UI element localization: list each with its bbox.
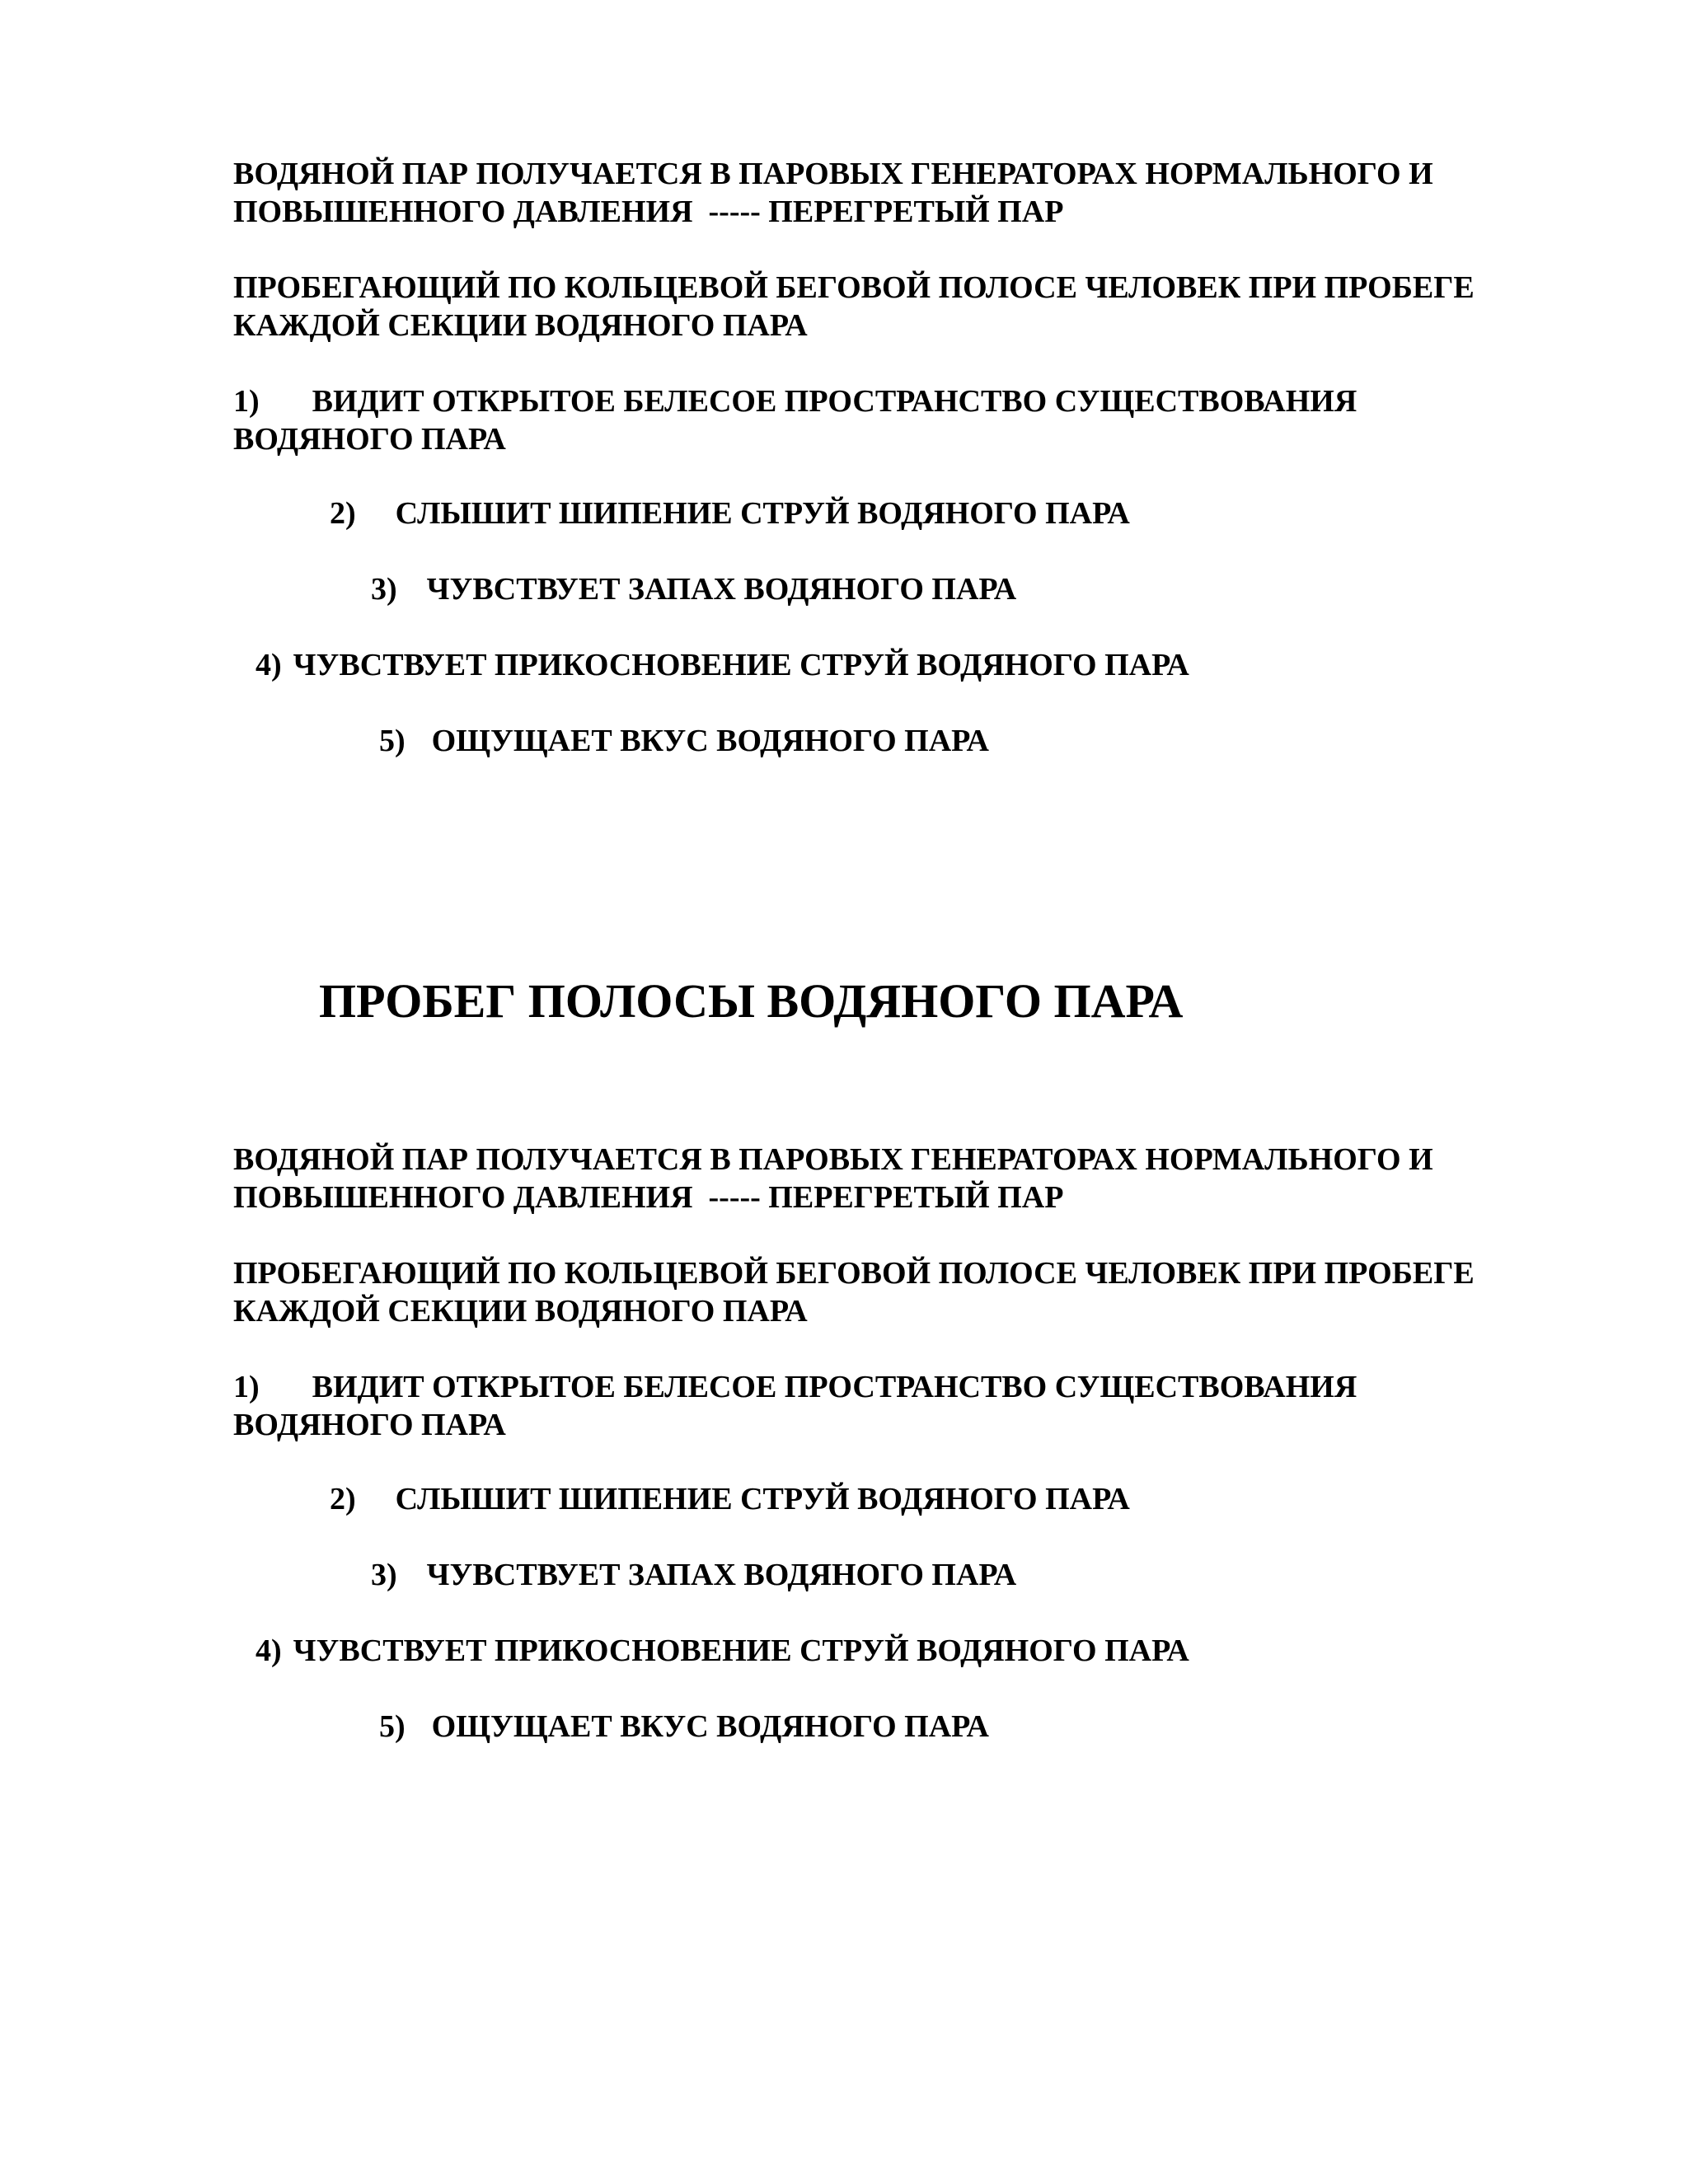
item-number: 3) [371,1558,397,1592]
text-line: ПРОБЕГАЮЩИЙ ПО КОЛЬЦЕВОЙ БЕГОВОЙ ПОЛОСЕ ЧЕЛОВЕК ПРИ ПРОБЕГЕ [233,270,1475,305]
text-line: ВОДЯНОЙ ПАР ПОЛУЧАЕТСЯ В ПАРОВЫХ ГЕНЕРАТОРАХ НОРМАЛЬНОГО И [233,1142,1433,1177]
list-item-2 [330,1480,1130,1518]
text-line: ВОДЯНОЙ ПАР ПОЛУЧАЕТСЯ В ПАРОВЫХ ГЕНЕРАТОРАХ НОРМАЛЬНОГО И [233,157,1433,191]
list-item-3 [371,1556,1016,1594]
item-text-continued: ВОДЯНОГО ПАРА [233,1408,506,1442]
list-item-2 [330,494,1130,532]
list-item-4 [256,1632,1189,1670]
item-text: ВИДИТ ОТКРЫТОЕ БЕЛЕСОЕ ПРОСТРАНСТВО СУЩЕСТВОВАНИЯ [312,1370,1357,1404]
item-text: ЧУВСТВУЕТ ПРИКОСНОВЕНИЕ СТРУЙ ВОДЯНОГО ПАРА [293,648,1189,682]
intro-paragraph [233,155,1433,231]
section-heading: ПРОБЕГ ПОЛОСЫ ВОДЯНОГО ПАРА [319,974,1184,1028]
item-text: СЛЫШИТ ШИПЕНИЕ СТРУЙ ВОДЯНОГО ПАРА [395,496,1130,531]
item-number: 5) [379,1709,406,1744]
item-text: ЧУВСТВУЕТ ЗАПАХ ВОДЯНОГО ПАРА [426,572,1017,607]
item-text: ОЩУЩАЕТ ВКУС ВОДЯНОГО ПАРА [431,1709,989,1744]
item-number: 1) [233,384,260,419]
item-text: ЧУВСТВУЕТ ПРИКОСНОВЕНИЕ СТРУЙ ВОДЯНОГО ПАРА [293,1633,1189,1668]
item-number: 2) [330,496,356,531]
text-line: КАЖДОЙ СЕКЦИИ ВОДЯНОГО ПАРА [233,308,808,343]
item-number: 1) [233,1370,260,1404]
text-line: ПРОБЕГАЮЩИЙ ПО КОЛЬЦЕВОЙ БЕГОВОЙ ПОЛОСЕ ЧЕЛОВЕК ПРИ ПРОБЕГЕ [233,1256,1475,1291]
item-text: СЛЫШИТ ШИПЕНИЕ СТРУЙ ВОДЯНОГО ПАРА [395,1482,1130,1516]
item-text: ОЩУЩАЕТ ВКУС ВОДЯНОГО ПАРА [431,724,989,758]
text-line: ПОВЫШЕННОГО ДАВЛЕНИЯ ----- ПЕРЕГРЕТЫЙ ПАР [233,194,1064,229]
item-number: 3) [371,572,397,607]
intro-paragraph [233,1141,1433,1216]
list-item-4 [256,646,1189,684]
item-number: 5) [379,724,406,758]
item-number: 4) [256,1633,282,1668]
text-line: КАЖДОЙ СЕКЦИИ ВОДЯНОГО ПАРА [233,1294,808,1329]
list-item-3 [371,570,1016,608]
runner-paragraph [233,269,1475,344]
item-text: ЧУВСТВУЕТ ЗАПАХ ВОДЯНОГО ПАРА [426,1558,1017,1592]
item-text: ВИДИТ ОТКРЫТОЕ БЕЛЕСОЕ ПРОСТРАНСТВО СУЩЕСТВОВАНИЯ [312,384,1357,419]
text-line: ПОВЫШЕННОГО ДАВЛЕНИЯ ----- ПЕРЕГРЕТЫЙ ПАР [233,1180,1064,1215]
list-item-5 [379,722,989,760]
item-text-continued: ВОДЯНОГО ПАРА [233,422,506,457]
list-item-1 [233,382,1357,458]
item-number: 2) [330,1482,356,1516]
runner-paragraph [233,1254,1475,1330]
list-item-5 [379,1708,989,1746]
item-number: 4) [256,648,282,682]
list-item-1 [233,1368,1357,1444]
